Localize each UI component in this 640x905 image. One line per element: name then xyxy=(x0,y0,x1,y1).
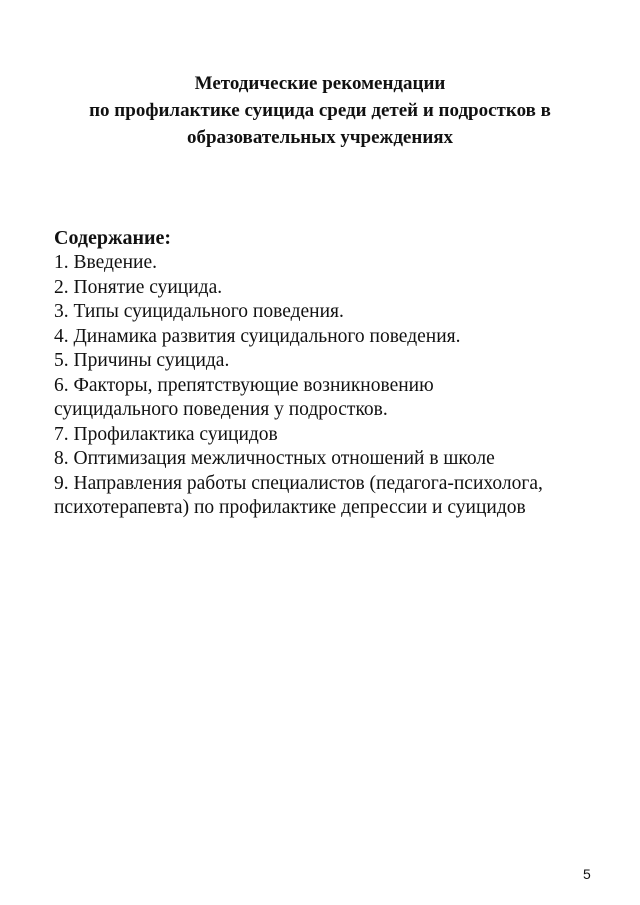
toc-item-prevention: 7. Профилактика суицидов xyxy=(54,423,278,445)
toc-item-types: 3. Типы суицидального поведения. xyxy=(54,301,344,322)
table-of-contents xyxy=(54,225,614,521)
title-line-1: Методические рекомендации xyxy=(194,73,446,94)
toc-heading: Содержание: xyxy=(54,227,172,249)
page-number: 5 xyxy=(583,866,591,882)
toc-item-optimization: 8. Оптимизация межличностных отношений в школе xyxy=(54,448,495,469)
toc-item-factors: 6. Факторы, препятствующие возникновению xyxy=(54,374,434,396)
toc-item-specialists: 9. Направления работы специалистов (педагога-психолога, xyxy=(54,472,543,494)
toc-item-factors-continued: суицидального поведения у подростков. xyxy=(54,399,388,420)
document-title xyxy=(40,70,600,151)
toc-item-concept: 2. Понятие суицида. xyxy=(54,276,223,298)
title-line-2: по профилактике суицида среди детей и подростков в xyxy=(89,100,551,121)
toc-item-specialists-continued: психотерапевта) по профилактике депрессии и суицидов xyxy=(54,497,526,518)
title-line-3: образовательных учреждениях xyxy=(186,127,454,148)
toc-item-introduction: 1. Введение. xyxy=(54,252,157,273)
toc-item-causes: 5. Причины суицида. xyxy=(54,350,230,371)
toc-item-dynamics: 4. Динамика развития суицидального поведения. xyxy=(54,325,461,347)
